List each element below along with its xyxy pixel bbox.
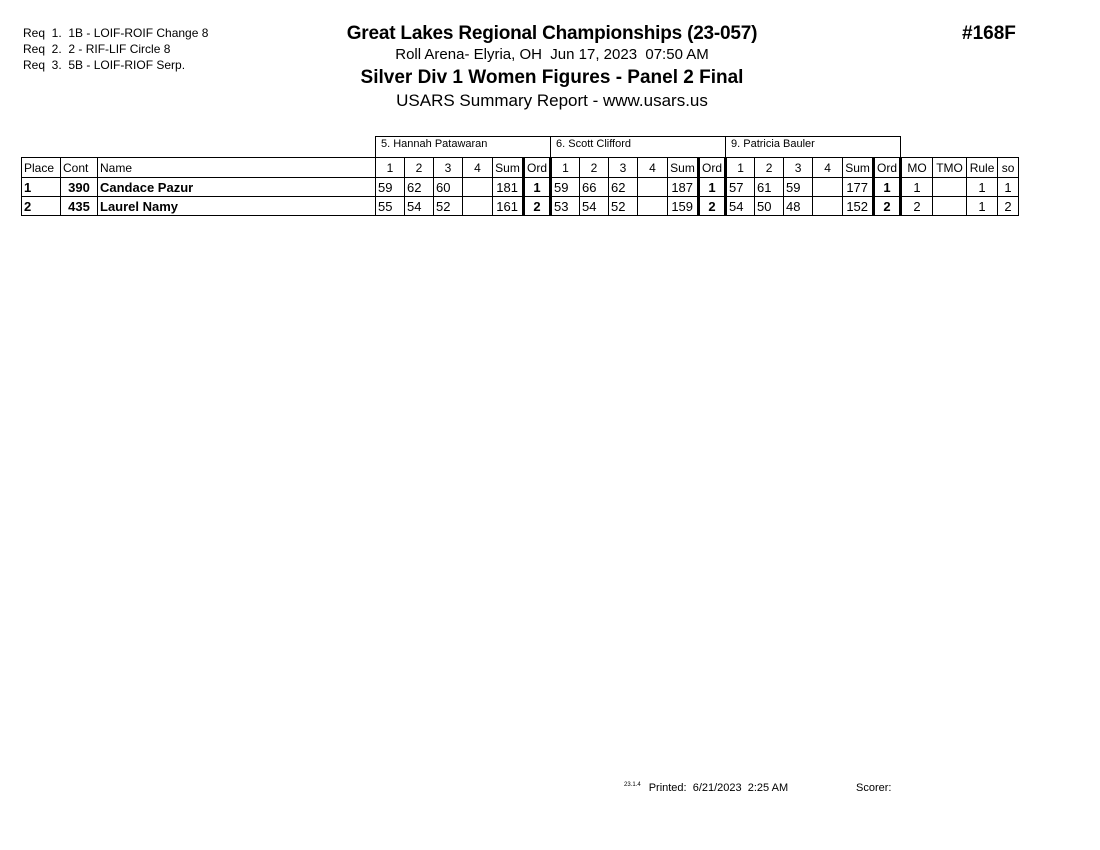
header-ord: Ord bbox=[524, 158, 551, 178]
mark-cell: 52 bbox=[609, 197, 638, 216]
requirement-2: Req 2. 2 - RIF-LIF Circle 8 bbox=[23, 42, 171, 56]
cont-cell: 390 bbox=[61, 178, 98, 197]
ord-cell: 2 bbox=[874, 197, 901, 216]
skater-name-cell: Candace Pazur bbox=[98, 178, 376, 197]
software-version: 23.1.4 bbox=[624, 782, 641, 788]
tmo-cell bbox=[933, 197, 967, 216]
judge-3-name: 9. Patricia Bauler bbox=[726, 137, 901, 158]
mark-cell: 48 bbox=[784, 197, 813, 216]
header-sum: Sum bbox=[493, 158, 524, 178]
mark-cell: 62 bbox=[609, 178, 638, 197]
mark-cell: 61 bbox=[755, 178, 784, 197]
place-cell: 2 bbox=[22, 197, 61, 216]
sum-cell: 181 bbox=[493, 178, 524, 197]
skater-name-cell: Laurel Namy bbox=[98, 197, 376, 216]
header-mark-1: 1 bbox=[376, 158, 405, 178]
sum-cell: 159 bbox=[668, 197, 699, 216]
mark-cell: 54 bbox=[405, 197, 434, 216]
header-mark-1: 1 bbox=[551, 158, 580, 178]
header-place: Place bbox=[22, 158, 61, 178]
mark-cell: 52 bbox=[434, 197, 463, 216]
tmo-cell bbox=[933, 178, 967, 197]
venue-date: Roll Arena- Elyria, OH Jun 17, 2023 07:50 AM bbox=[395, 46, 709, 63]
header-mo: MO bbox=[901, 158, 933, 178]
mark-cell: 59 bbox=[551, 178, 580, 197]
mo-cell: 1 bbox=[901, 178, 933, 197]
mark-cell bbox=[638, 178, 668, 197]
mark-cell: 59 bbox=[376, 178, 405, 197]
mark-cell: 54 bbox=[726, 197, 755, 216]
ord-cell: 1 bbox=[699, 178, 726, 197]
mark-cell: 60 bbox=[434, 178, 463, 197]
table-row bbox=[22, 178, 1019, 197]
ord-cell: 2 bbox=[699, 197, 726, 216]
requirements-list bbox=[23, 25, 208, 73]
header-rule: Rule bbox=[967, 158, 998, 178]
mark-cell bbox=[813, 197, 843, 216]
judge-2-name: 6. Scott Clifford bbox=[551, 137, 726, 158]
mark-cell: 50 bbox=[755, 197, 784, 216]
header-mark-4: 4 bbox=[463, 158, 493, 178]
ord-cell: 1 bbox=[524, 178, 551, 197]
mark-cell bbox=[463, 197, 493, 216]
sum-cell: 187 bbox=[668, 178, 699, 197]
header-tmo: TMO bbox=[933, 158, 967, 178]
ord-cell: 2 bbox=[524, 197, 551, 216]
mark-cell: 62 bbox=[405, 178, 434, 197]
printed-info bbox=[624, 782, 788, 794]
mark-cell: 55 bbox=[376, 197, 405, 216]
mo-cell: 2 bbox=[901, 197, 933, 216]
rule-cell: 1 bbox=[967, 197, 998, 216]
header-mark-3: 3 bbox=[784, 158, 813, 178]
header-mark-2: 2 bbox=[755, 158, 784, 178]
requirement-1: Req 1. 1B - LOIF-ROIF Change 8 bbox=[23, 26, 209, 40]
header-mark-2: 2 bbox=[580, 158, 609, 178]
place-cell: 1 bbox=[22, 178, 61, 197]
mark-cell: 54 bbox=[580, 197, 609, 216]
sum-cell: 161 bbox=[493, 197, 524, 216]
so-cell: 1 bbox=[998, 178, 1019, 197]
judges-row bbox=[22, 137, 1019, 158]
header-mark-2: 2 bbox=[405, 158, 434, 178]
header-mark-3: 3 bbox=[434, 158, 463, 178]
mark-cell: 66 bbox=[580, 178, 609, 197]
mark-cell: 59 bbox=[784, 178, 813, 197]
event-number: #168F bbox=[962, 23, 1016, 44]
sum-cell: 152 bbox=[843, 197, 874, 216]
sum-cell: 177 bbox=[843, 178, 874, 197]
table-row bbox=[22, 197, 1019, 216]
header-sum: Sum bbox=[668, 158, 699, 178]
mark-cell bbox=[638, 197, 668, 216]
so-cell: 2 bbox=[998, 197, 1019, 216]
header-name: Name bbox=[98, 158, 376, 178]
event-title: Silver Div 1 Women Figures - Panel 2 Final bbox=[360, 67, 744, 88]
results-table bbox=[21, 136, 1019, 216]
cont-cell: 435 bbox=[61, 197, 98, 216]
requirement-3: Req 3. 5B - LOIF-RIOF Serp. bbox=[23, 58, 186, 72]
mark-cell bbox=[813, 178, 843, 197]
report-name: USARS Summary Report - www.usars.us bbox=[396, 91, 708, 110]
header-ord: Ord bbox=[874, 158, 901, 178]
header-sum: Sum bbox=[843, 158, 874, 178]
header-mark-4: 4 bbox=[638, 158, 668, 178]
header-ord: Ord bbox=[699, 158, 726, 178]
rule-cell: 1 bbox=[967, 178, 998, 197]
header-so: so bbox=[998, 158, 1019, 178]
report-heading bbox=[300, 22, 804, 112]
judge-1-name: 5. Hannah Patawaran bbox=[376, 137, 551, 158]
mark-cell bbox=[463, 178, 493, 197]
mark-cell: 57 bbox=[726, 178, 755, 197]
ord-cell: 1 bbox=[874, 178, 901, 197]
competition-title: Great Lakes Regional Championships (23-057) bbox=[346, 23, 758, 44]
header-mark-1: 1 bbox=[726, 158, 755, 178]
header-mark-3: 3 bbox=[609, 158, 638, 178]
mark-cell: 53 bbox=[551, 197, 580, 216]
printed-timestamp: Printed: 6/21/2023 2:25 AM bbox=[648, 782, 789, 794]
header-cont: Cont bbox=[61, 158, 98, 178]
header-mark-4: 4 bbox=[813, 158, 843, 178]
scorer-label: Scorer: bbox=[856, 782, 892, 794]
column-header-row bbox=[22, 158, 1019, 178]
